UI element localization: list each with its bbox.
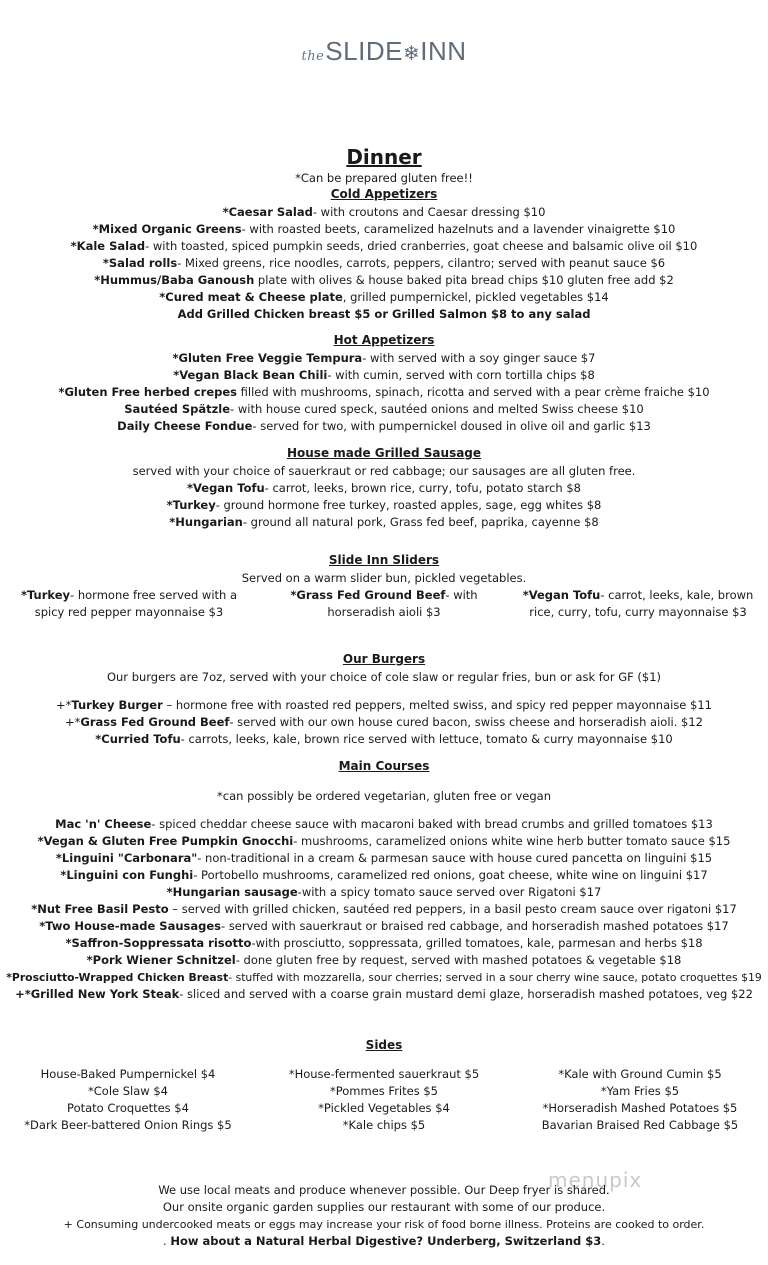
item-name: Mac 'n' Cheese: [55, 817, 152, 831]
side-item: *Horseradish Mashed Potatoes $5: [542, 1101, 738, 1115]
item-name: *Linguini "Carbonara": [55, 851, 198, 865]
menu-item: [0, 401, 768, 418]
side-item: *Kale chips $5: [342, 1118, 426, 1132]
menu-item: [0, 480, 768, 497]
menu-item: [0, 255, 768, 272]
side-item: Potato Croquettes $4: [67, 1101, 189, 1115]
hot-appetizers-heading: Hot Appetizers: [333, 333, 435, 347]
item-name: Daily Cheese Fondue: [117, 419, 253, 433]
item-desc: - hormone free served with a: [70, 588, 238, 602]
sausage-heading: House made Grilled Sausage: [286, 446, 482, 460]
snowflake-icon: ❄: [402, 41, 421, 65]
item-name: *Turkey: [20, 588, 71, 602]
item-desc: - spiced cheddar cheese sauce with macaroni baked with bread crumbs and grilled tomatoes $13: [151, 817, 713, 831]
gluten-free-note: *Can be prepared gluten free!!: [295, 171, 473, 185]
menu-item: [0, 204, 768, 221]
item-desc: - carrot, leeks, brown rice, curry, tofu, potato starch $8: [264, 481, 581, 495]
menu-item: [0, 697, 768, 714]
item-desc: - carrot, leeks, kale, brown: [600, 588, 754, 602]
menu-item: [0, 969, 768, 986]
item-desc: plate with olives & house baked pita bread chips $10 gluten free add $2: [254, 273, 674, 287]
sliders-heading: Slide Inn Sliders: [328, 553, 440, 567]
slider-beef: [284, 587, 484, 621]
item-name: *Salad rolls: [102, 256, 178, 270]
item-name: *Cured meat & Cheese plate: [159, 290, 343, 304]
menu-item: [0, 497, 768, 514]
menu-item: [0, 731, 768, 748]
item-desc: - done gluten free by request, served with mashed potatoes & vegetable $18: [235, 953, 682, 967]
slider-tofu: [516, 587, 760, 621]
footer-digestive: [0, 1233, 768, 1250]
menu-item: [0, 418, 768, 435]
logo-name-a: SLIDE: [325, 36, 403, 66]
item-name: *Mixed Organic Greens: [92, 222, 242, 236]
menu-item: [0, 850, 768, 867]
item-name: *Hungarian: [169, 515, 243, 529]
item-name: *Saffron-Soppressata risotto: [65, 936, 252, 950]
item-desc: - with toasted, spiced pumpkin seeds, dried cranberries, goat cheese and balsamic olive oil $10: [145, 239, 698, 253]
item-name: *Gluten Free Veggie Tempura: [172, 351, 363, 365]
item-name: Grass Fed Ground Beef: [80, 715, 230, 729]
item-desc: – served with grilled chicken, sautéed red peppers, in a basil pesto cream sauce over rigatoni $17: [168, 902, 737, 916]
item-name: Sautéed Spätzle: [124, 402, 231, 416]
item-prefix: +*: [65, 715, 81, 729]
item-name: *Nut Free Basil Pesto: [31, 902, 169, 916]
cold-appetizers-heading: Cold Appetizers: [330, 187, 438, 201]
item-desc: - mushrooms, caramelized onions white wine herb butter tomato sauce $15: [293, 834, 731, 848]
digestive-text: How about a Natural Herbal Digestive? Underberg, Switzerland $3: [170, 1234, 602, 1248]
side-item: *Dark Beer-battered Onion Rings $5: [24, 1118, 232, 1132]
item-desc: - with house cured speck, sautéed onions and melted Swiss cheese $10: [230, 402, 644, 416]
menu-item: [0, 952, 768, 969]
item-desc: rice, curry, tofu, curry mayonnaise $3: [529, 605, 747, 619]
menu-item: [0, 935, 768, 952]
item-name: *Turkey: [166, 498, 216, 512]
item-desc: - stuffed with mozzarella, sour cherries; served in a sour cherry wine sauce, potato croquettes $19: [228, 971, 762, 984]
item-desc: - Portobello mushrooms, caramelized red onions, goat cheese, white wine on linguini $17: [193, 868, 708, 882]
menu-item: [0, 350, 768, 367]
item-name: *Hummus/Baba Ganoush: [94, 273, 255, 287]
menu-item: [0, 367, 768, 384]
side-item: *House-fermented sauerkraut $5: [288, 1067, 480, 1081]
menu-item: [0, 816, 768, 833]
menu-item: [0, 986, 768, 1003]
menu-item: [0, 238, 768, 255]
footer-garden-note: Our onsite organic garden supplies our restaurant with some of our produce.: [162, 1200, 606, 1214]
item-desc: horseradish aioli $3: [327, 605, 441, 619]
menu-item: [0, 867, 768, 884]
sides-column-3: [512, 1066, 768, 1134]
digestive-prefix: .: [163, 1234, 171, 1248]
item-desc: - served with sauerkraut or braised red cabbage, and horseradish mashed potatoes $17: [221, 919, 729, 933]
item-desc: , grilled pumpernickel, pickled vegetables $14: [342, 290, 609, 304]
menu-item: [0, 289, 768, 306]
main-courses-note: *can possibly be ordered vegetarian, gluten free or vegan: [217, 789, 551, 803]
item-name: *Grass Fed Ground Beef: [290, 588, 446, 602]
side-item: *Cole Slaw $4: [88, 1084, 168, 1098]
sides-column-2: [256, 1066, 512, 1134]
side-item: House-Baked Pumpernickel $4: [40, 1067, 216, 1081]
menupix-watermark: menupix: [548, 1168, 643, 1192]
item-desc: -with prosciutto, soppressata, grilled tomatoes, kale, parmesan and herbs $18: [251, 936, 703, 950]
item-name: *Pork Wiener Schnitzel: [86, 953, 236, 967]
sides-heading: Sides: [365, 1038, 403, 1052]
item-desc: - with roasted beets, caramelized hazelnuts and a lavender vinaigrette $10: [241, 222, 676, 236]
sides-column-1: [0, 1066, 256, 1134]
menu-item: [0, 514, 768, 531]
side-item: *Pickled Vegetables $4: [318, 1101, 450, 1115]
item-desc: - with croutons and Caesar dressing $10: [312, 205, 546, 219]
item-desc: - sliced and served with a coarse grain mustard demi glaze, horseradish mashed potatoes, veg $22: [179, 987, 753, 1001]
footer-local-note: We use local meats and produce whenever possible. Our Deep fryer is shared.: [158, 1183, 610, 1197]
item-name: *Linguini con Funghi: [60, 868, 194, 882]
logo-name-b: INN: [420, 36, 467, 66]
item-name: *Prosciutto-Wrapped Chicken Breast: [6, 971, 229, 984]
sausage-intro: served with your choice of sauerkraut or red cabbage; our sausages are all gluten free.: [132, 464, 636, 478]
side-item: Bavarian Braised Red Cabbage $5: [541, 1118, 739, 1132]
menu-item: [0, 901, 768, 918]
menu-title: Dinner: [346, 145, 422, 169]
item-desc: - with served with a soy ginger sauce $7: [362, 351, 596, 365]
menu-item: [0, 918, 768, 935]
side-item: *Pommes Frites $5: [329, 1084, 438, 1098]
item-name: *Curried Tofu: [95, 732, 181, 746]
item-desc: - carrots, leeks, kale, brown rice served with lettuce, tomato & curry mayonnaise $10: [180, 732, 673, 746]
item-desc: -with a spicy tomato sauce served over Rigatoni $17: [297, 885, 602, 899]
item-desc: - served with our own house cured bacon, swiss cheese and horseradish aioli. $12: [229, 715, 703, 729]
item-name: *Vegan Tofu: [186, 481, 265, 495]
item-desc: - Mixed greens, rice noodles, carrots, peppers, cilantro; served with peanut sauce $6: [177, 256, 666, 270]
slider-turkey: [14, 587, 244, 621]
side-item: *Kale with Ground Cumin $5: [558, 1067, 722, 1081]
item-desc: - with cumin, served with corn tortilla chips $8: [327, 368, 595, 382]
footer-health-warning: + Consuming undercooked meats or eggs may increase your risk of food borne illness. Proteins are cooked to order.: [63, 1218, 705, 1231]
menu-item: [0, 714, 768, 731]
item-name: *Gluten Free herbed crepes: [58, 385, 237, 399]
item-name: *Hungarian sausage: [166, 885, 298, 899]
menu-item: [0, 833, 768, 850]
item-name: *Vegan Tofu: [522, 588, 601, 602]
item-name: *Caesar Salad: [222, 205, 313, 219]
item-desc: spicy red pepper mayonnaise $3: [34, 605, 224, 619]
item-desc: - ground hormone free turkey, roasted apples, sage, egg whites $8: [215, 498, 602, 512]
menu-item: [0, 884, 768, 901]
item-name: *Vegan & Gluten Free Pumpkin Gnocchi: [37, 834, 294, 848]
menu-item: [0, 272, 768, 289]
restaurant-logo: [0, 36, 768, 67]
item-name: Turkey Burger: [71, 698, 163, 712]
item-prefix: +*: [55, 698, 72, 712]
main-courses-heading: Main Courses: [338, 759, 430, 773]
item-desc: - non-traditional in a cream & parmesan sauce with house cured pancetta on linguini $15: [197, 851, 713, 865]
item-name: *Two House-made Sausages: [39, 919, 222, 933]
side-item: *Yam Fries $5: [600, 1084, 680, 1098]
salad-addon: Add Grilled Chicken breast $5 or Grilled Salmon $8 to any salad: [177, 307, 591, 321]
item-desc: - ground all natural pork, Grass fed beef, paprika, cayenne $8: [242, 515, 599, 529]
burgers-heading: Our Burgers: [342, 652, 426, 666]
item-name: *Vegan Black Bean Chili: [173, 368, 328, 382]
item-desc: filled with mushrooms, spinach, ricotta and served with a pear crème fraiche $10: [237, 385, 710, 399]
item-desc: - served for two, with pumpernickel doused in olive oil and garlic $13: [252, 419, 651, 433]
item-name: *Kale Salad: [70, 239, 146, 253]
menu-item: [0, 384, 768, 401]
item-desc: – hormone free with roasted red peppers, melted swiss, and spicy red pepper mayonnaise $11: [162, 698, 712, 712]
burgers-intro: Our burgers are 7oz, served with your choice of cole slaw or regular fries, bun or ask for GF ($1): [106, 670, 662, 684]
sliders-intro: Served on a warm slider bun, pickled vegetables.: [241, 571, 527, 585]
digestive-suffix: .: [601, 1234, 605, 1248]
item-desc: - with: [445, 588, 478, 602]
item-name: +*Grilled New York Steak: [15, 987, 180, 1001]
logo-the: the: [301, 49, 325, 64]
menu-item: [0, 221, 768, 238]
